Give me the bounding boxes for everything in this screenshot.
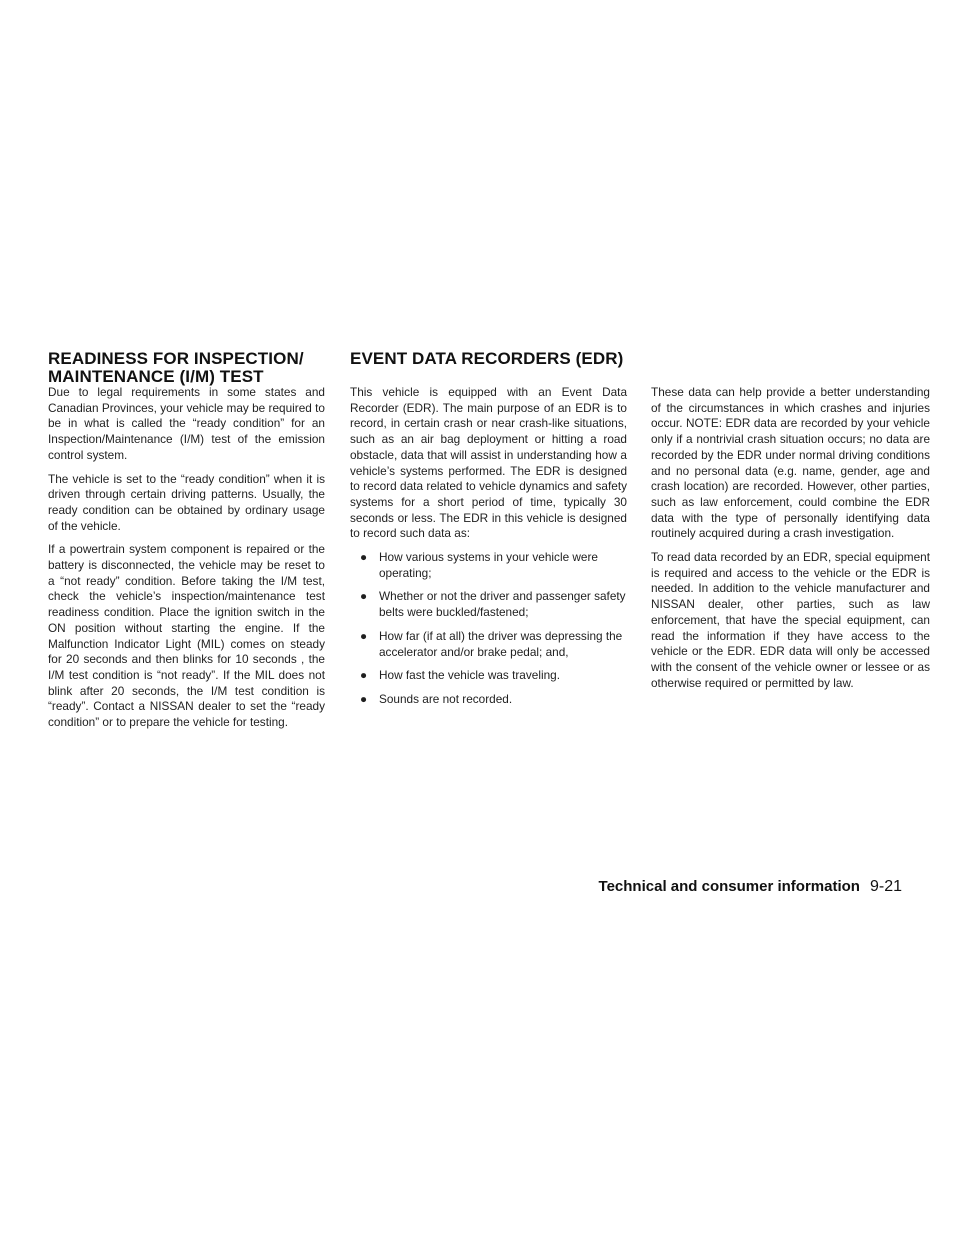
edr-paragraph: To read data recorded by an EDR, special equipment is required and access to the vehicle or the EDR is needed. In addition to the vehicle manufacturer and NISSAN dealer, other parties, such as law enforcement, that have the special equipment, can read the information if they have access to the vehicle or the EDR. EDR data will only be accessed with the consent of the vehicle owner or lessee or as otherwise required or permitted by law. xyxy=(651,550,930,690)
edr-bullet-list xyxy=(350,550,627,708)
edr-paragraph: These data can help provide a better understanding of the circumstances in which crashes and injuries occur. NOTE: EDR data are recorded by your vehicle only if a nontrivial crash situation occurs; no data are recorded by the EDR under normal driving conditions and no personal data (e.g. name, gender, age and crash location) are recorded. However, other parties, such as law enforcement, could combine the EDR data with the type of personally identifying data routinely acquired during a crash investigation. xyxy=(651,385,930,541)
list-item-text: How fast the vehicle was traveling. xyxy=(379,668,560,683)
im-test-heading-line-2: MAINTENANCE (I/M) TEST xyxy=(48,367,264,386)
list-item xyxy=(350,589,627,620)
list-item-text: Sounds are not recorded. xyxy=(379,691,513,706)
bullet-icon: ● xyxy=(360,628,368,643)
footer-section-title: Technical and consumer information xyxy=(598,878,860,895)
im-test-heading-line-1: READINESS FOR INSPECTION/ xyxy=(48,349,304,368)
list-item xyxy=(350,692,627,708)
bullet-icon: ● xyxy=(360,589,368,604)
im-test-paragraph: The vehicle is set to the “ready condition” when it is driven through certain driving patterns. Usually, the ready condition can be obtained by ordinary usage of the vehicle. xyxy=(48,471,325,533)
list-item xyxy=(350,629,627,660)
page-number: 9-21 xyxy=(869,878,902,895)
bullet-icon: ● xyxy=(360,691,368,706)
column-middle xyxy=(350,385,627,716)
column-right xyxy=(651,385,930,699)
list-item-text: How far (if at all) the driver was depressing the accelerator and/or brake pedal; and, xyxy=(379,628,623,659)
list-item-text: Whether or not the driver and passenger safety belts were buckled/fastened; xyxy=(379,589,626,620)
edr-intro-paragraph: This vehicle is equipped with an Event Data Recorder (EDR). The main purpose of an EDR is to record, in certain crash or near crash-like situations, such as an air bag deployment or hitting a road obstacle, data that will assist in understanding how a vehicle’s systems performed. The EDR is designed to record data related to vehicle dynamics and safety systems for a short period of time, typically 30 seconds or less. The EDR in this vehicle is designed to record such data as: xyxy=(350,385,627,541)
list-item xyxy=(350,668,627,684)
bullet-icon: ● xyxy=(360,550,368,565)
im-test-paragraph: If a powertrain system component is repaired or the battery is disconnected, the vehicle may be reset to a “not ready” condition. Before taking the I/M test, check the vehicle’s inspection/maintenance test readiness condition. Place the ignition switch in the ON position without starting the engine. If the Malfunction Indicator Light (MIL) comes on steady for 20 seconds and then blinks for 10 seconds , the I/M test condition is “not ready”. If the MIL does not blink after 20 seconds, the I/M test condition is “ready”. Contact a NISSAN dealer to set the “ready condition” or to prepare the vehicle for testing. xyxy=(48,542,325,730)
edr-heading: EVENT DATA RECORDERS (EDR) xyxy=(350,349,624,368)
list-item xyxy=(350,550,627,581)
im-test-paragraph: Due to legal requirements in some states and Canadian Provinces, your vehicle may be required to be in what is called the “ready condition” for an Inspection/Maintenance (I/M) test of the emission control system. xyxy=(48,385,325,462)
column-left xyxy=(48,385,325,739)
bullet-icon: ● xyxy=(360,668,368,683)
page-footer xyxy=(599,878,902,896)
list-item-text: How various systems in your vehicle were operating; xyxy=(379,550,598,580)
im-test-heading xyxy=(48,350,338,386)
